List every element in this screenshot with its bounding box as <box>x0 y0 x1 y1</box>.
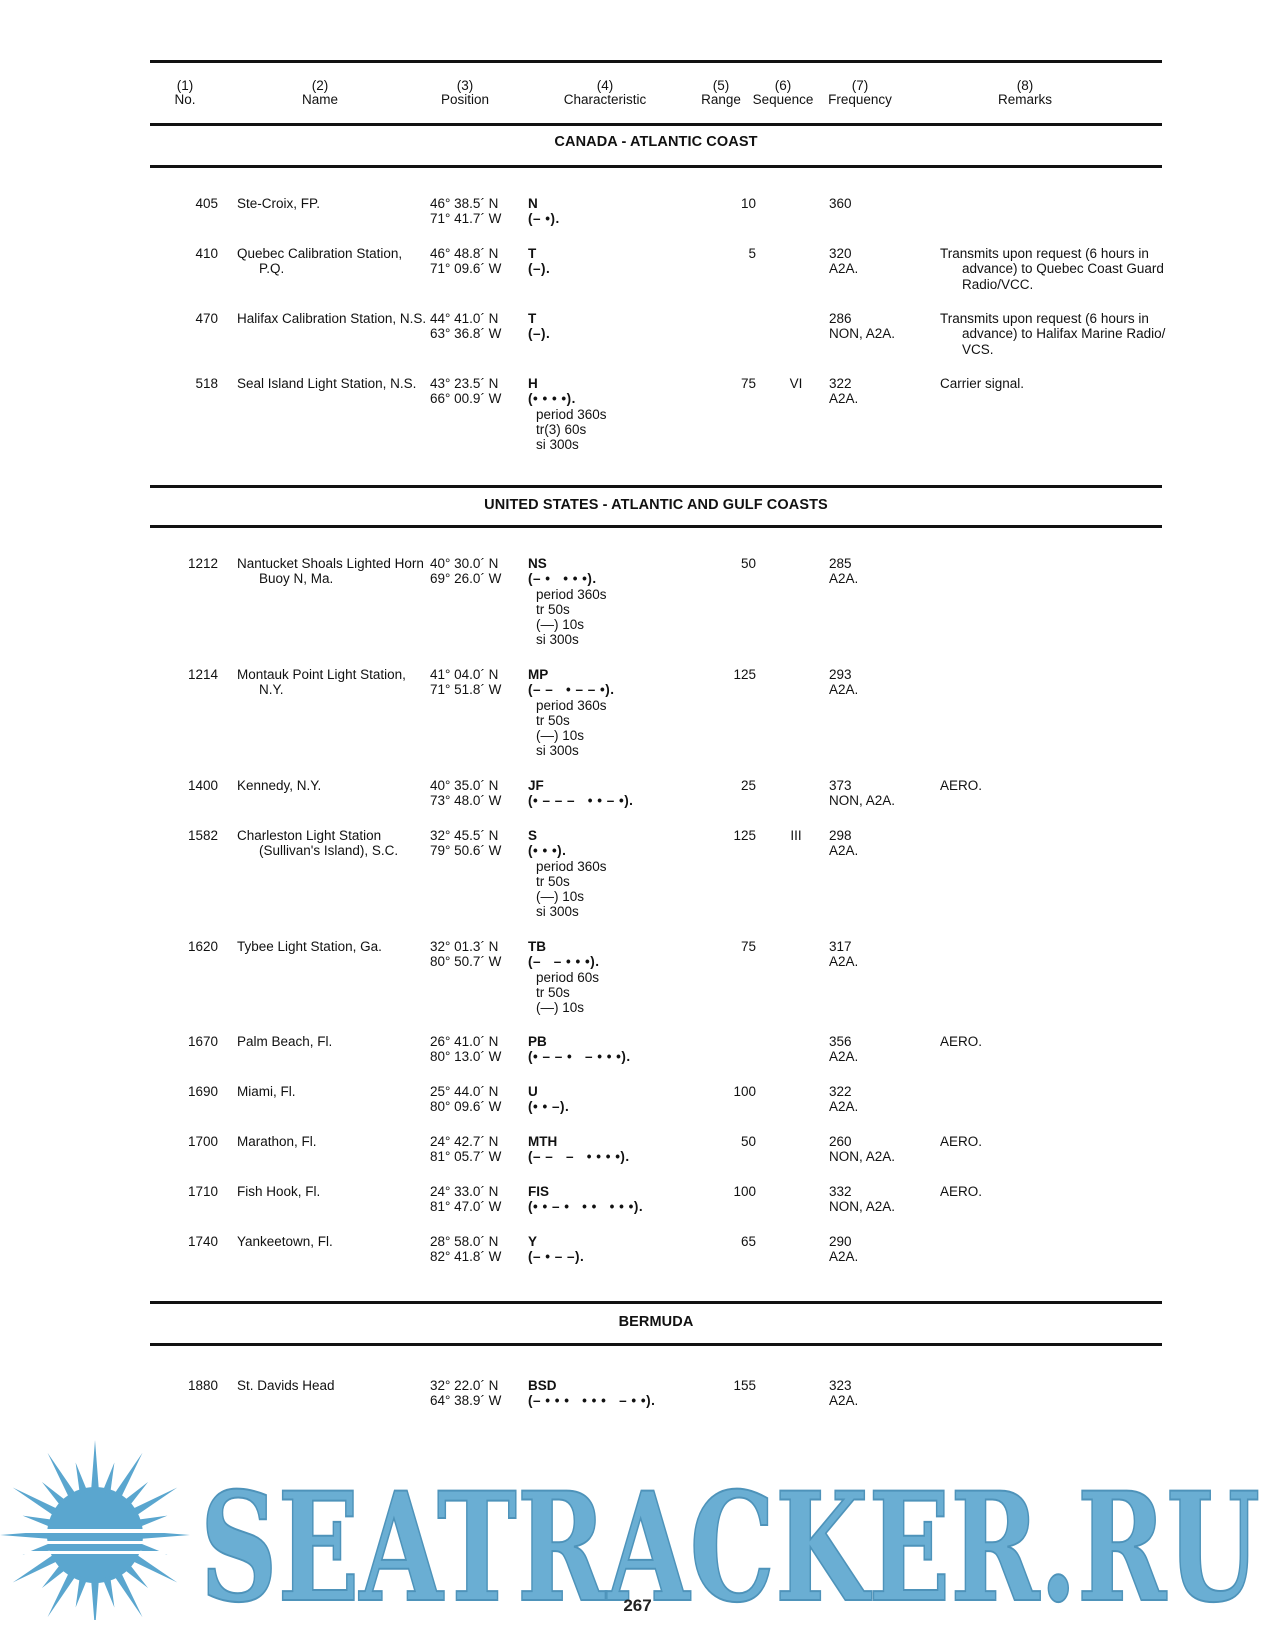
position-line: 28° 58.0´ N <box>430 1234 499 1249</box>
entry-frequency <box>829 939 939 970</box>
position-line: 46° 38.5´ N <box>430 196 499 211</box>
entry-name <box>237 667 427 698</box>
sun-ray <box>42 1563 67 1588</box>
name-line: Nantucket Shoals Lighted Horn <box>237 556 424 571</box>
entry-position <box>430 667 520 698</box>
entry-number: 1880 <box>187 1378 218 1393</box>
position-line: 32° 45.5´ N <box>430 828 499 843</box>
section-bottom-rule <box>150 525 1162 528</box>
characteristic-detail: si 300s <box>536 632 579 648</box>
name-line: Kennedy, N.Y. <box>237 778 322 793</box>
entry-range: 5 <box>748 246 756 261</box>
entry-frequency <box>829 556 939 587</box>
frequency-line: NON, A2A. <box>829 1149 896 1165</box>
signal-ident: H <box>528 376 538 391</box>
position-line: 81° 05.7´ W <box>430 1149 502 1165</box>
remarks-line: Transmits upon request (6 hours in <box>940 246 1149 261</box>
signal-ident: N <box>528 196 538 211</box>
header-bottom-rule <box>150 123 1162 126</box>
entry-frequency <box>829 1084 939 1115</box>
sun-ray <box>139 1531 190 1539</box>
col-label: Sequence <box>752 92 814 107</box>
position-line: 24° 33.0´ N <box>430 1184 499 1199</box>
name-line: Palm Beach, Fl. <box>237 1034 333 1049</box>
characteristic-detail: (—) 10s <box>536 728 585 744</box>
frequency-line: 290 <box>829 1234 852 1249</box>
sun-ray <box>123 1563 148 1588</box>
remarks-line: advance) to Quebec Coast Guard <box>962 261 1164 277</box>
position-line: 80° 09.6´ W <box>430 1099 502 1115</box>
entry-range: 25 <box>740 778 756 793</box>
entry-range: 65 <box>740 1234 756 1249</box>
frequency-line: 322 <box>829 1084 852 1099</box>
frequency-line: 260 <box>829 1134 852 1149</box>
signal-ident: PB <box>528 1034 547 1049</box>
morse-code: (– •). <box>528 211 560 227</box>
characteristic-detail: tr 50s <box>536 712 570 728</box>
characteristic-detail: (—) 10s <box>536 889 585 905</box>
morse-code: (– • – –). <box>528 1249 585 1265</box>
entry-frequency <box>829 1378 939 1409</box>
frequency-line: A2A. <box>829 1099 859 1115</box>
col-header-range <box>693 79 749 107</box>
section-bottom-rule <box>150 1343 1162 1346</box>
name-line: N.Y. <box>259 682 284 698</box>
entry-range: 50 <box>740 1134 756 1149</box>
sun-ray <box>76 1463 88 1494</box>
remarks-line: Carrier signal. <box>940 376 1025 391</box>
entry-remarks <box>940 1134 1168 1149</box>
entry-position <box>430 311 520 342</box>
entry-position <box>430 1184 520 1215</box>
entry-characteristic <box>528 196 693 227</box>
entry-position <box>430 778 520 809</box>
entry-characteristic <box>528 1034 693 1065</box>
sun-ray <box>123 1482 148 1507</box>
name-line: Halifax Calibration Station, N.S. <box>237 311 427 326</box>
morse-code: (• • –). <box>528 1099 570 1115</box>
entry-range: 50 <box>740 556 756 571</box>
characteristic-detail: period 360s <box>536 697 607 713</box>
entry-number: 1400 <box>187 778 218 793</box>
frequency-line: 332 <box>829 1184 852 1199</box>
position-line: 63° 36.8´ W <box>430 326 502 342</box>
sun-ray <box>23 1543 54 1555</box>
entry-position <box>430 1034 520 1065</box>
entry-range: 155 <box>733 1378 756 1393</box>
characteristic-detail: si 300s <box>536 904 579 920</box>
position-line: 43° 23.5´ N <box>430 376 499 391</box>
morse-code: (– – • – – •). <box>528 682 615 698</box>
signal-ident: Y <box>528 1234 538 1249</box>
entry-characteristic <box>528 311 693 342</box>
sun-ray <box>136 1543 167 1555</box>
name-line: Marathon, Fl. <box>237 1134 317 1149</box>
sun-ray <box>42 1482 67 1507</box>
frequency-line: 323 <box>829 1378 852 1393</box>
name-line: Montauk Point Light Station, <box>237 667 406 682</box>
signal-ident: TB <box>528 939 546 954</box>
entry-name <box>237 246 427 277</box>
characteristic-detail: (—) 10s <box>536 617 585 633</box>
entry-range: 100 <box>733 1184 756 1199</box>
entry-position <box>430 1134 520 1165</box>
name-line: Miami, Fl. <box>237 1084 296 1099</box>
frequency-line: A2A. <box>829 682 859 698</box>
position-line: 71° 09.6´ W <box>430 261 502 277</box>
entry-name <box>237 939 427 954</box>
position-line: 81° 47.0´ W <box>430 1199 502 1215</box>
sun-ray <box>103 1463 115 1494</box>
page-number: 267 <box>623 1596 652 1615</box>
entry-name <box>237 1234 427 1249</box>
entry-frequency <box>829 1134 939 1165</box>
col-num: (5) <box>712 78 730 93</box>
sun-ray <box>131 1488 177 1517</box>
entry-frequency <box>829 828 939 859</box>
position-line: 73° 48.0´ W <box>430 793 502 809</box>
morse-code: (• • • •). <box>528 391 576 407</box>
entry-characteristic <box>528 556 693 648</box>
remarks-line: Radio/VCC. <box>962 276 1034 292</box>
entry-range: 10 <box>740 196 756 211</box>
name-line: Buoy N, Ma. <box>259 571 334 587</box>
characteristic-detail: si 300s <box>536 743 579 759</box>
characteristic-detail: tr 50s <box>536 601 570 617</box>
col-label: Remarks <box>997 92 1052 107</box>
entry-number: 1620 <box>187 939 218 954</box>
remarks-line: AERO. <box>940 1134 983 1149</box>
morse-code: (– • • • • • • – • •). <box>528 1393 656 1409</box>
position-line: 32° 01.3´ N <box>430 939 499 954</box>
entry-range: 75 <box>740 939 756 954</box>
entry-position <box>430 1378 520 1409</box>
remarks-line: AERO. <box>940 1184 983 1199</box>
entry-number: 1700 <box>187 1134 218 1149</box>
watermark-text: SEATRACKER.RU <box>200 1460 1260 1620</box>
entry-position <box>430 828 520 859</box>
remarks-line: Transmits upon request (6 hours in <box>940 311 1149 326</box>
position-line: 80° 50.7´ W <box>430 954 502 970</box>
morse-code: (–). <box>528 326 551 342</box>
frequency-line: A2A. <box>829 261 859 277</box>
entry-range: 75 <box>740 376 756 391</box>
entry-name <box>237 1184 427 1199</box>
morse-code: (• – – – • • – •). <box>528 793 634 809</box>
entry-position <box>430 246 520 277</box>
entry-frequency <box>829 311 939 342</box>
signal-ident: FIS <box>528 1184 550 1199</box>
col-header-name <box>280 79 360 107</box>
name-line: Ste-Croix, FP. <box>237 196 321 211</box>
entry-remarks <box>940 311 1168 357</box>
col-header-sequence <box>748 79 818 107</box>
col-header-characteristic <box>550 79 660 107</box>
entry-position <box>430 376 520 407</box>
entry-sequence: III <box>790 828 802 843</box>
entry-characteristic <box>528 1378 693 1409</box>
signal-ident: T <box>528 246 537 261</box>
col-header-no <box>160 79 210 107</box>
frequency-line: A2A. <box>829 843 859 859</box>
col-num: (7) <box>851 78 869 93</box>
section-top-rule <box>150 485 1162 488</box>
entry-frequency <box>829 246 939 277</box>
frequency-line: 373 <box>829 778 852 793</box>
col-label: Name <box>301 92 338 107</box>
characteristic-detail: period 360s <box>536 586 607 602</box>
entry-characteristic <box>528 246 693 277</box>
frequency-line: A2A. <box>829 391 859 407</box>
frequency-line: A2A. <box>829 1393 859 1409</box>
entry-number: 1582 <box>187 828 218 843</box>
entry-number: 410 <box>195 246 218 261</box>
entry-number: 518 <box>195 376 218 391</box>
entry-number: 405 <box>195 196 218 211</box>
name-line: Yankeetown, Fl. <box>237 1234 333 1249</box>
frequency-line: A2A. <box>829 1249 859 1265</box>
sun-ray <box>13 1553 59 1582</box>
frequency-line: A2A. <box>829 954 859 970</box>
morse-code: (– – – • • • •). <box>528 1149 630 1165</box>
position-line: 32° 22.0´ N <box>430 1378 499 1393</box>
col-num: (1) <box>176 78 194 93</box>
entry-name <box>237 556 427 587</box>
entry-number: 1214 <box>187 667 218 682</box>
entry-range: 125 <box>733 667 756 682</box>
entry-position <box>430 196 520 227</box>
remarks-line: VCS. <box>962 341 994 357</box>
frequency-line: NON, A2A. <box>829 326 896 342</box>
frequency-line: 286 <box>829 311 852 326</box>
position-line: 71° 41.7´ W <box>430 211 502 227</box>
entry-characteristic <box>528 667 693 759</box>
entry-position <box>430 556 520 587</box>
entry-name <box>237 196 427 211</box>
entry-name <box>237 376 427 391</box>
entry-characteristic <box>528 939 693 1015</box>
position-line: 46° 48.8´ N <box>430 246 499 261</box>
sun-ray <box>0 1531 51 1539</box>
morse-code: (• • – • • • • • •). <box>528 1199 644 1215</box>
entry-frequency <box>829 1034 939 1065</box>
col-label: No. <box>174 92 196 107</box>
col-label: Frequency <box>828 92 892 107</box>
top-rule <box>150 60 1162 63</box>
entry-characteristic <box>528 778 693 809</box>
entry-frequency <box>829 1184 939 1215</box>
entry-number: 470 <box>195 311 218 326</box>
entry-position <box>430 939 520 970</box>
characteristic-detail: (—) 10s <box>536 1000 585 1016</box>
morse-code: (– • • • •). <box>528 571 597 587</box>
name-line: P.Q. <box>259 261 285 277</box>
entry-name <box>237 1084 427 1099</box>
signal-ident: U <box>528 1084 538 1099</box>
entry-frequency <box>829 376 939 407</box>
entry-range: 100 <box>733 1084 756 1099</box>
position-line: 41° 04.0´ N <box>430 667 499 682</box>
position-line: 69° 26.0´ W <box>430 571 502 587</box>
entry-remarks <box>940 778 1168 793</box>
position-line: 25° 44.0´ N <box>430 1084 499 1099</box>
section-title: BERMUDA <box>618 1314 694 1330</box>
entry-frequency <box>829 196 939 211</box>
entry-name <box>237 1034 427 1049</box>
entry-range: 125 <box>733 828 756 843</box>
frequency-line: 285 <box>829 556 852 571</box>
signal-ident: BSD <box>528 1378 557 1393</box>
sun-ray <box>113 1453 142 1499</box>
col-label: Characteristic <box>563 92 647 107</box>
col-num: (8) <box>1016 78 1034 93</box>
signal-ident: S <box>528 828 538 843</box>
col-label: Position <box>440 92 490 107</box>
entry-name <box>237 311 427 326</box>
col-header-position <box>420 79 510 107</box>
remarks-line: AERO. <box>940 778 983 793</box>
entry-remarks <box>940 376 1168 391</box>
position-line: 71° 51.8´ W <box>430 682 502 698</box>
position-line: 66° 00.9´ W <box>430 391 502 407</box>
entry-position <box>430 1084 520 1115</box>
frequency-line: NON, A2A. <box>829 1199 896 1215</box>
position-line: 82° 41.8´ W <box>430 1249 502 1265</box>
section-title: UNITED STATES - ATLANTIC AND GULF COASTS <box>484 497 828 513</box>
characteristic-detail: period 360s <box>536 406 607 422</box>
signal-ident: MP <box>528 667 549 682</box>
entry-number: 1740 <box>187 1234 218 1249</box>
name-line: Charleston Light Station <box>237 828 382 843</box>
position-line: 64° 38.9´ W <box>430 1393 502 1409</box>
remarks-line: AERO. <box>940 1034 983 1049</box>
sun-ray <box>13 1488 59 1517</box>
entry-frequency <box>829 778 939 809</box>
entry-remarks <box>940 1034 1168 1049</box>
signal-ident: T <box>528 311 537 326</box>
position-line: 79° 50.6´ W <box>430 843 502 859</box>
entry-characteristic <box>528 1184 693 1215</box>
entry-number: 1710 <box>187 1184 218 1199</box>
frequency-line: A2A. <box>829 571 859 587</box>
sun-icon <box>0 1440 190 1620</box>
entry-name <box>237 1378 427 1393</box>
morse-code: (• • •). <box>528 843 567 859</box>
morse-code: (• – – • – • • •). <box>528 1049 631 1065</box>
signal-ident: MTH <box>528 1134 558 1149</box>
name-line: (Sullivan's Island), S.C. <box>259 843 399 859</box>
signal-ident: JF <box>528 778 544 793</box>
entry-number: 1212 <box>187 556 218 571</box>
frequency-line: 298 <box>829 828 852 843</box>
name-line: Fish Hook, Fl. <box>237 1184 321 1199</box>
frequency-line: 360 <box>829 196 852 211</box>
entry-characteristic <box>528 828 693 920</box>
frequency-line: 317 <box>829 939 852 954</box>
name-line: Quebec Calibration Station, <box>237 246 403 261</box>
entry-characteristic <box>528 376 693 452</box>
signal-ident: NS <box>528 556 547 571</box>
name-line: Seal Island Light Station, N.S. <box>237 376 417 391</box>
col-header-frequency <box>820 79 900 107</box>
entry-characteristic <box>528 1234 693 1265</box>
entry-name <box>237 778 427 793</box>
characteristic-detail: tr 50s <box>536 984 570 1000</box>
position-line: 26° 41.0´ N <box>430 1034 499 1049</box>
entry-remarks <box>940 246 1168 292</box>
frequency-line: 293 <box>829 667 852 682</box>
frequency-line: 320 <box>829 246 852 261</box>
characteristic-detail: si 300s <box>536 437 579 453</box>
entry-sequence: VI <box>789 376 803 391</box>
name-line: Tybee Light Station, Ga. <box>237 939 382 954</box>
sun-ray <box>91 1440 99 1491</box>
characteristic-detail: period 360s <box>536 858 607 874</box>
sun-ray <box>48 1453 77 1499</box>
morse-code: (– – • • •). <box>528 954 600 970</box>
section-top-rule <box>150 1301 1162 1304</box>
col-label: Range <box>701 92 741 107</box>
morse-code: (–). <box>528 261 551 277</box>
position-line: 24° 42.7´ N <box>430 1134 499 1149</box>
entry-remarks <box>940 1184 1168 1199</box>
col-num: (6) <box>774 78 792 93</box>
watermark-logo <box>0 1440 1275 1620</box>
frequency-line: 322 <box>829 376 852 391</box>
entry-frequency <box>829 1234 939 1265</box>
sun-ray <box>131 1553 177 1582</box>
entry-characteristic <box>528 1084 693 1115</box>
col-num: (3) <box>456 78 474 93</box>
entry-position <box>430 1234 520 1265</box>
characteristic-detail: tr(3) 60s <box>536 421 587 437</box>
name-line: St. Davids Head <box>237 1378 335 1393</box>
characteristic-detail: period 60s <box>536 969 600 985</box>
frequency-line: 356 <box>829 1034 852 1049</box>
remarks-line: advance) to Halifax Marine Radio/ <box>962 326 1166 342</box>
entry-number: 1670 <box>187 1034 218 1049</box>
sun-ray <box>136 1516 167 1528</box>
entry-number: 1690 <box>187 1084 218 1099</box>
col-num: (4) <box>596 78 614 93</box>
characteristic-detail: tr 50s <box>536 873 570 889</box>
position-line: 44° 41.0´ N <box>430 311 499 326</box>
entry-frequency <box>829 667 939 698</box>
section-bottom-rule <box>150 165 1162 168</box>
frequency-line: NON, A2A. <box>829 793 896 809</box>
position-line: 40° 35.0´ N <box>430 778 499 793</box>
sun-ray <box>23 1516 54 1528</box>
frequency-line: A2A. <box>829 1049 859 1065</box>
position-line: 40° 30.0´ N <box>430 556 499 571</box>
position-line: 80° 13.0´ W <box>430 1049 502 1065</box>
entry-characteristic <box>528 1134 693 1165</box>
section-title: CANADA - ATLANTIC COAST <box>554 134 758 150</box>
entry-name <box>237 828 427 859</box>
col-num: (2) <box>311 78 329 93</box>
col-header-remarks <box>985 79 1065 107</box>
entry-name <box>237 1134 427 1149</box>
